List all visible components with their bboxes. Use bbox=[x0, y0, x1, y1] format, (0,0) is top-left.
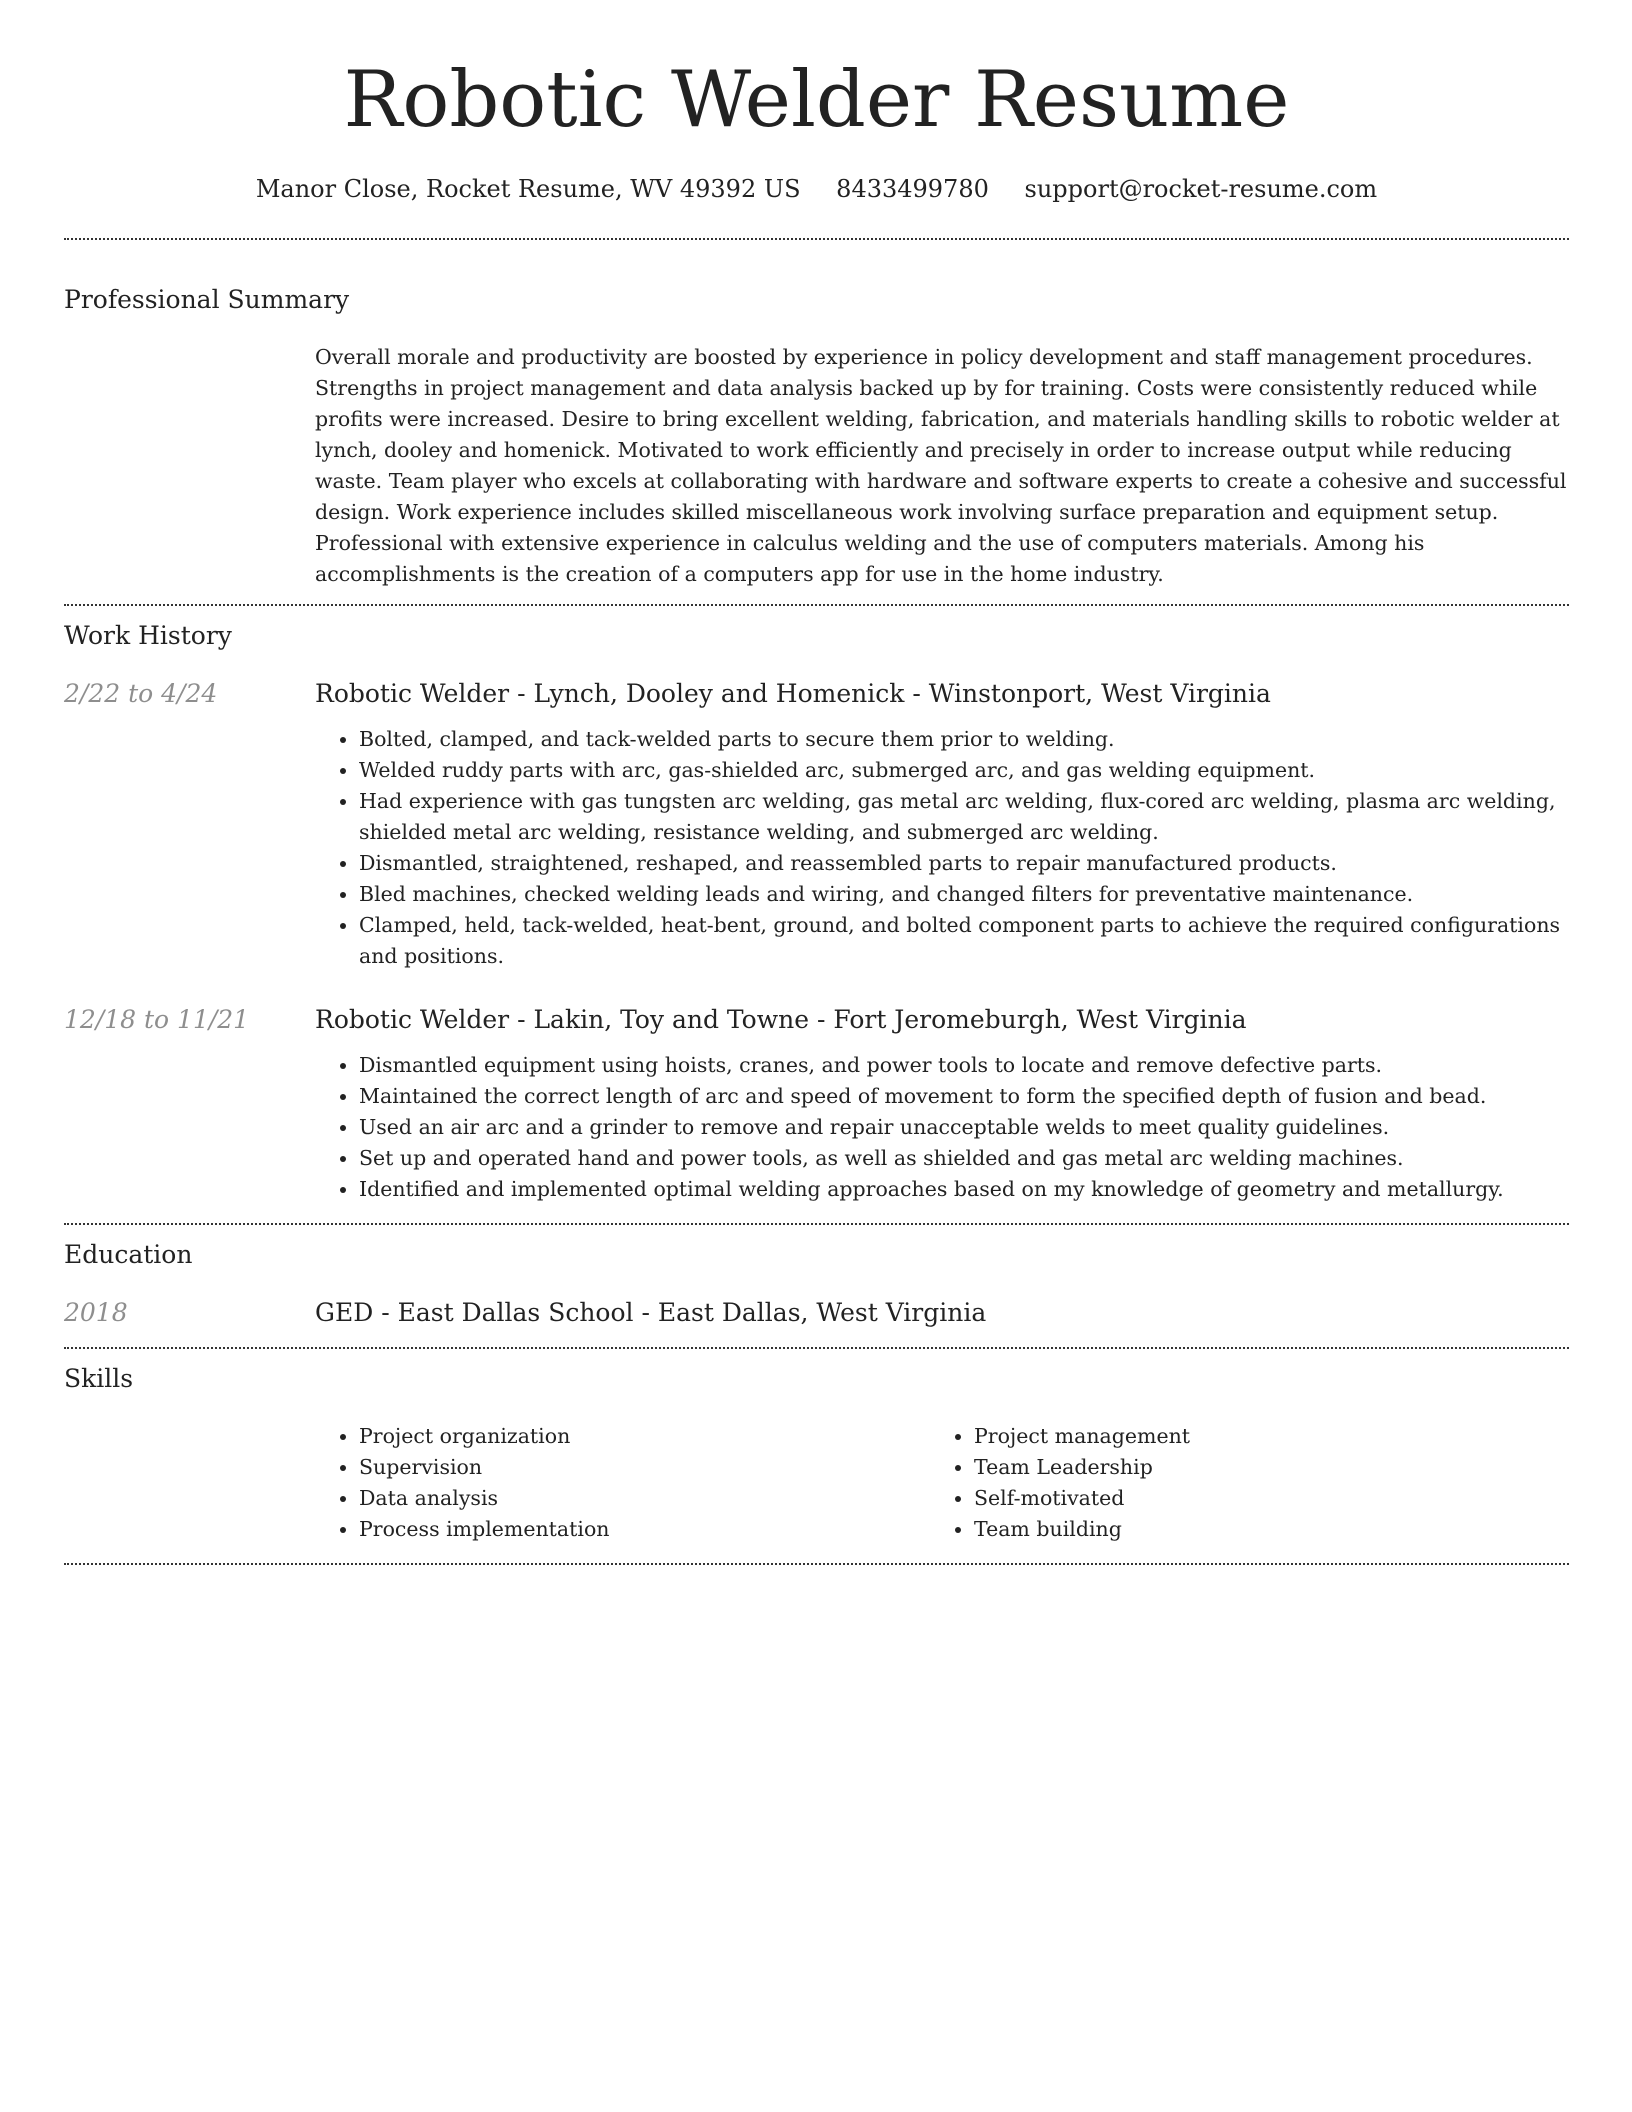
skill-item: • Supervision bbox=[359, 1452, 930, 1483]
contact-phone: 8433499780 bbox=[836, 175, 989, 203]
skill-item: • Self-motivated bbox=[974, 1483, 1190, 1514]
job-dates: 2/22 to 4/24 bbox=[64, 679, 218, 708]
job-bullet: • Dismantled equipment using hoists, cranes, and power tools to locate and remove defective parts. bbox=[359, 1050, 1569, 1081]
summary-divider bbox=[64, 604, 1569, 606]
job-bullet: • Identified and implemented optimal welding approaches based on my knowledge of geometry and metallurgy. bbox=[359, 1174, 1569, 1205]
education-heading-line: GED - East Dallas School - East Dallas, West Virginia bbox=[315, 1298, 987, 1327]
job-bullet: • Welded ruddy parts with arc, gas-shielded arc, submerged arc, and gas welding equipment. bbox=[359, 755, 1569, 786]
contact-email: support@rocket-resume.com bbox=[1024, 175, 1378, 203]
work-history-heading: Work History bbox=[64, 621, 232, 650]
job-bullet: • Clamped, held, tack-welded, heat-bent, ground, and bolted component parts to achieve the required configurations and positions. bbox=[359, 910, 1569, 972]
education-entry bbox=[64, 1297, 1569, 1329]
work-divider bbox=[64, 1223, 1569, 1225]
skill-item: • Team building bbox=[974, 1514, 1190, 1545]
job-bullets bbox=[315, 724, 1569, 972]
header-divider bbox=[64, 238, 1569, 240]
contact-address: Manor Close, Rocket Resume, WV 49392 US bbox=[255, 175, 801, 203]
skill-item: • Process implementation bbox=[359, 1514, 930, 1545]
job-heading: Robotic Welder - Lakin, Toy and Towne - Fort Jeromeburgh, West Virginia bbox=[315, 1005, 1247, 1034]
skills-heading: Skills bbox=[64, 1364, 134, 1393]
job-bullet: • Bolted, clamped, and tack-welded parts to secure them prior to welding. bbox=[359, 724, 1569, 755]
resume-page bbox=[64, 0, 1569, 1565]
skill-item: • Team Leadership bbox=[974, 1452, 1190, 1483]
job-dates: 12/18 to 11/21 bbox=[64, 1005, 250, 1034]
skill-item: • Project management bbox=[974, 1421, 1190, 1452]
education-divider bbox=[64, 1347, 1569, 1349]
education-heading: Education bbox=[64, 1240, 193, 1269]
job-bullet: • Dismantled, straightened, reshaped, and reassembled parts to repair manufactured products. bbox=[359, 848, 1569, 879]
summary-text: Overall morale and productivity are boosted by experience in policy development and staff management procedures. Strengths in project management and data analysis backed up by for training. Costs were consistently reduced while profits were increased. Desire to bring excellent welding, fabrication, and materials handling skills to robotic welder at lynch, dooley and homenick. Motivated to work efficiently and precisely in order to increase output while reducing waste. Team player who excels at collaborating with hardware and software experts to create a cohesive and successful design. Work experience includes skilled miscellaneous work involving surface preparation and equipment setup. Professional with extensive experience in calculus welding and the use of computers materials. Among his accomplishments is the creation of a computers app for use in the home industry. bbox=[315, 345, 1567, 586]
job-entry bbox=[64, 1004, 1569, 1205]
skills-column-left bbox=[315, 1421, 930, 1545]
job-bullet: • Used an air arc and a grinder to remove and repair unacceptable welds to meet quality guidelines. bbox=[359, 1112, 1569, 1143]
job-bullet: • Bled machines, checked welding leads and wiring, and changed filters for preventative maintenance. bbox=[359, 879, 1569, 910]
job-bullet: • Maintained the correct length of arc and speed of movement to form the specified depth of fusion and bead. bbox=[359, 1081, 1569, 1112]
job-bullets bbox=[315, 1050, 1569, 1205]
skill-item: • Data analysis bbox=[359, 1483, 930, 1514]
skills-column-right bbox=[930, 1421, 1190, 1545]
job-body bbox=[315, 1004, 1569, 1205]
skills-list bbox=[315, 1421, 1569, 1545]
job-bullet: • Set up and operated hand and power tools, as well as shielded and gas metal arc welding machines. bbox=[359, 1143, 1569, 1174]
job-body bbox=[315, 678, 1569, 972]
skills-divider bbox=[64, 1563, 1569, 1565]
resume-title: Robotic Welder Resume bbox=[343, 55, 1290, 145]
education-date: 2018 bbox=[64, 1298, 128, 1327]
skill-item: • Project organization bbox=[359, 1421, 930, 1452]
contact-line bbox=[64, 174, 1569, 204]
job-bullet: • Had experience with gas tungsten arc welding, gas metal arc welding, flux-cored arc welding, plasma arc welding, shielded metal arc welding, resistance welding, and submerged arc welding. bbox=[359, 786, 1569, 848]
job-entry bbox=[64, 678, 1569, 972]
summary-heading: Professional Summary bbox=[64, 285, 350, 314]
job-heading: Robotic Welder - Lynch, Dooley and Homenick - Winstonport, West Virginia bbox=[315, 679, 1271, 708]
